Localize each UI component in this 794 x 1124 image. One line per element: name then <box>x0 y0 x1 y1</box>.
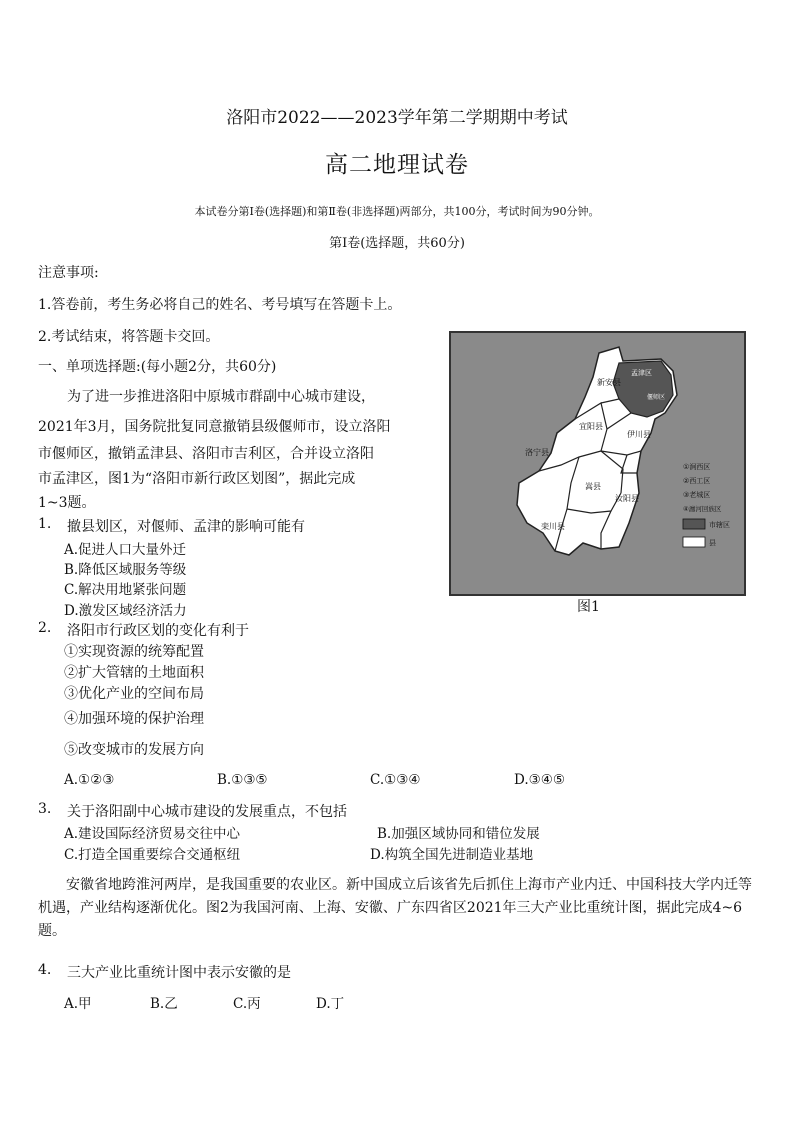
notice-item: 2.考试结束，将答题卡交回。 <box>38 329 220 345</box>
exam-note: 本试卷分第Ⅰ卷(选择题)和第Ⅱ卷(非选择题)两部分，共100分，考试时间为90分钟。 <box>194 205 600 218</box>
option: D.激发区域经济活力 <box>64 603 187 619</box>
county-label: 栾川县 <box>541 522 565 531</box>
material-line: 市偃师区，撤销孟津县、洛阳市吉利区，合并设立洛阳 <box>38 446 374 462</box>
county-label: 汝阳县 <box>615 494 639 503</box>
material-paragraph: 安徽省地跨淮河两岸，是我国重要的农业区。新中国成立后该省先后抓住上海市产业内迁、中国科技大学内迁等机遇，产业结构逐渐优化。图2为我国河南、上海、安徽、广东四省区2021年三大产业比重统计图，据此完成4~6题。 <box>38 877 752 939</box>
option: C.①③④ <box>370 772 421 788</box>
option: A.建设国际经济贸易交往中心 <box>64 826 241 842</box>
option: D.丁 <box>316 996 345 1012</box>
option: C.解决用地紧张问题 <box>64 582 187 598</box>
question-stem: 洛阳市行政区划的变化有利于 <box>67 623 249 639</box>
legend-item: 市辖区 <box>709 521 730 529</box>
legend-swatch-county <box>683 537 705 547</box>
legend-item: ④瀍河回族区 <box>683 505 722 513</box>
question-number: 1. <box>38 516 52 532</box>
notice-heading: 注意事项: <box>38 265 99 281</box>
option: C.丙 <box>233 996 261 1012</box>
county-label: 嵩县 <box>585 482 601 491</box>
county-label: 伊川县 <box>627 430 651 439</box>
option: D.③④⑤ <box>514 772 565 788</box>
section-heading: 一、单项选择题:(每小题2分，共60分) <box>38 359 277 375</box>
option: A.甲 <box>64 996 92 1012</box>
exam-subtitle: 高二地理试卷 <box>325 152 469 178</box>
option: C.打造全国重要综合交通枢纽 <box>64 847 241 863</box>
material-line: 1~3题。 <box>38 495 96 511</box>
figure-1-map <box>449 331 746 596</box>
question-number: 3. <box>38 801 52 817</box>
county-label: 偃师区 <box>647 394 666 401</box>
option: B.乙 <box>150 996 178 1012</box>
material-line: 2021年3月，国务院批复同意撤销县级偃师市，设立洛阳 <box>38 419 391 435</box>
question-number: 2. <box>38 620 52 636</box>
material-line: 市孟津区，图1为“洛阳市新行政区划图”，据此完成 <box>38 471 356 487</box>
option: A.促进人口大量外迁 <box>64 542 187 558</box>
map-svg <box>451 333 744 594</box>
option: B.降低区域服务等级 <box>64 562 187 578</box>
choice-item: ③优化产业的空间布局 <box>64 686 204 702</box>
question-stem: 撤县划区，对偃师、孟津的影响可能有 <box>67 519 305 535</box>
question-stem: 关于洛阳副中心城市建设的发展重点，不包括 <box>67 804 347 820</box>
county-label: 新安县 <box>597 378 621 387</box>
legend-swatch-district <box>683 519 705 529</box>
choice-item: ④加强环境的保护治理 <box>64 711 204 727</box>
question-number: 4. <box>38 962 52 978</box>
county-label: 孟津区 <box>631 369 652 377</box>
legend-item: ③老城区 <box>683 491 711 499</box>
option: A.①②③ <box>64 772 115 788</box>
legend-item: ②西工区 <box>683 477 711 485</box>
choice-item: ⑤改变城市的发展方向 <box>64 742 204 758</box>
legend-item: 县 <box>709 539 716 547</box>
figure-caption: 图1 <box>577 599 600 615</box>
part-title: 第Ⅰ卷(选择题，共60分) <box>329 236 465 251</box>
choice-item: ①实现资源的统筹配置 <box>64 644 204 660</box>
question-stem: 三大产业比重统计图中表示安徽的是 <box>67 965 291 981</box>
county-label: 宜阳县 <box>579 422 603 431</box>
choice-item: ②扩大管辖的土地面积 <box>64 665 204 681</box>
material-line: 为了进一步推进洛阳中原城市群副中心城市建设， <box>67 389 375 405</box>
notice-item: 1.答卷前，考生务必将自己的姓名、考号填写在答题卡上。 <box>38 297 402 313</box>
option: D.构筑全国先进制造业基地 <box>370 847 534 863</box>
option: B.①③⑤ <box>217 772 268 788</box>
legend-item: ①涧西区 <box>683 463 711 471</box>
option: B.加强区域协同和错位发展 <box>377 826 540 842</box>
exam-title: 洛阳市2022——2023学年第二学期期中考试 <box>226 108 568 128</box>
county-label: 洛宁县 <box>525 448 549 457</box>
